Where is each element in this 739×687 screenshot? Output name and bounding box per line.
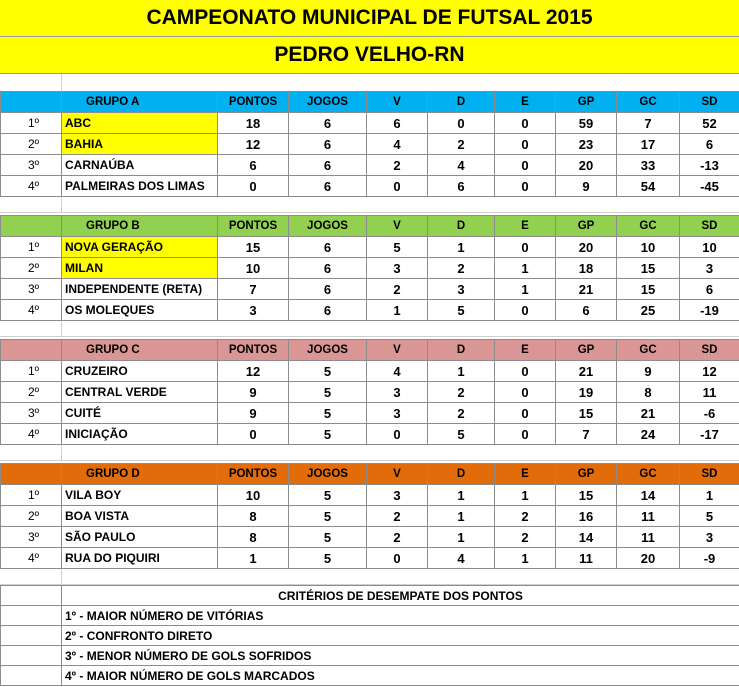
criteria-item: 3º - MENOR NÚMERO DE GOLS SOFRIDOS	[62, 646, 739, 666]
stat-cell: 15	[556, 403, 617, 424]
team-name-cell: CRUZEIRO	[62, 361, 218, 382]
stat-cell: 7	[218, 279, 289, 300]
stat-cell: 21	[556, 279, 617, 300]
table-row	[1, 382, 739, 403]
stat-cell: 18	[218, 113, 289, 134]
table-row	[1, 279, 739, 300]
table-row	[1, 113, 739, 134]
table-row	[1, 176, 739, 197]
stat-cell: -19	[680, 300, 739, 321]
stat-cell: 0	[495, 382, 556, 403]
page-subtitle: PEDRO VELHO-RN	[0, 37, 739, 74]
stat-cell: 3	[367, 258, 428, 279]
criteria-title-row	[1, 586, 739, 606]
stat-cell: 5	[289, 403, 367, 424]
group-table	[0, 339, 739, 445]
stat-cell: 0	[495, 155, 556, 176]
criteria-blank-cell	[1, 586, 62, 606]
stat-cell: 1	[367, 300, 428, 321]
stat-cell: 6	[289, 279, 367, 300]
column-header: E	[495, 340, 556, 361]
stat-cell: 6	[556, 300, 617, 321]
stat-cell: 0	[495, 113, 556, 134]
column-header: GP	[556, 340, 617, 361]
column-header: V	[367, 92, 428, 113]
stat-cell: 5	[289, 548, 367, 569]
column-header: V	[367, 340, 428, 361]
stat-cell: -9	[680, 548, 739, 569]
column-header: GC	[617, 340, 680, 361]
stat-cell: 17	[617, 134, 680, 155]
stat-cell: 0	[495, 176, 556, 197]
stat-cell: 4	[367, 361, 428, 382]
stat-cell: 2	[367, 527, 428, 548]
stat-cell: 18	[556, 258, 617, 279]
position-cell: 1º	[1, 485, 62, 506]
criteria-row	[1, 646, 739, 666]
table-row	[1, 548, 739, 569]
stat-cell: 14	[556, 527, 617, 548]
stat-cell: 5	[428, 424, 495, 445]
group-table	[0, 215, 739, 321]
stat-cell: 3	[680, 258, 739, 279]
spacer-row	[0, 319, 739, 337]
team-name-cell: NOVA GERAÇÃO	[62, 237, 218, 258]
group-header-row	[1, 340, 739, 361]
stat-cell: 0	[367, 424, 428, 445]
team-name-cell: INICIAÇÃO	[62, 424, 218, 445]
spacer-row	[0, 195, 739, 213]
stat-cell: 2	[495, 506, 556, 527]
stat-cell: 5	[289, 506, 367, 527]
stat-cell: 0	[218, 176, 289, 197]
criteria-item: 1º - MAIOR NÚMERO DE VITÓRIAS	[62, 606, 739, 626]
stat-cell: 3	[367, 382, 428, 403]
group-name-label: GRUPO C	[86, 344, 140, 356]
team-name-cell: PALMEIRAS DOS LIMAS	[62, 176, 218, 197]
stat-cell: 10	[617, 237, 680, 258]
column-header: GP	[556, 216, 617, 237]
stat-cell: 0	[495, 424, 556, 445]
stat-cell: 5	[428, 300, 495, 321]
stat-cell: 11	[617, 527, 680, 548]
stat-cell: 6	[428, 176, 495, 197]
stat-cell: 5	[289, 485, 367, 506]
criteria-row	[1, 606, 739, 626]
criteria-row	[1, 626, 739, 646]
stat-cell: 6	[289, 300, 367, 321]
stat-cell: 6	[289, 176, 367, 197]
criteria-blank-cell	[1, 606, 62, 626]
stat-cell: 5	[289, 382, 367, 403]
stat-cell: 8	[218, 506, 289, 527]
stat-cell: 3	[680, 527, 739, 548]
stat-cell: 10	[218, 485, 289, 506]
stat-cell: 20	[617, 548, 680, 569]
stat-cell: 10	[218, 258, 289, 279]
table-row	[1, 361, 739, 382]
column-header: D	[428, 92, 495, 113]
stat-cell: 1	[495, 258, 556, 279]
table-row	[1, 300, 739, 321]
table-row	[1, 403, 739, 424]
stat-cell: 8	[617, 382, 680, 403]
stat-cell: 2	[495, 527, 556, 548]
stat-cell: 12	[680, 361, 739, 382]
header-blank-cell	[1, 464, 62, 485]
header-blank-cell	[1, 340, 62, 361]
table-row	[1, 155, 739, 176]
column-header: V	[367, 216, 428, 237]
tiebreak-criteria-table	[0, 585, 739, 686]
stat-cell: 2	[367, 155, 428, 176]
group-name	[62, 340, 218, 361]
stat-cell: 11	[617, 506, 680, 527]
criteria-title: CRITÉRIOS DE DESEMPATE DOS PONTOS	[62, 586, 739, 606]
position-cell: 3º	[1, 155, 62, 176]
stat-cell: 1	[680, 485, 739, 506]
team-name-cell: ABC	[62, 113, 218, 134]
stat-cell: 9	[617, 361, 680, 382]
header-blank-cell	[1, 216, 62, 237]
criteria-blank-cell	[1, 666, 62, 686]
team-name-cell: RUA DO PIQUIRI	[62, 548, 218, 569]
spacer-row	[0, 567, 739, 585]
stat-cell: 7	[617, 113, 680, 134]
table-row	[1, 485, 739, 506]
stat-cell: 9	[556, 176, 617, 197]
team-name-cell: CUITÉ	[62, 403, 218, 424]
table-row	[1, 134, 739, 155]
table-row	[1, 237, 739, 258]
stat-cell: 5	[289, 527, 367, 548]
stat-cell: 9	[218, 382, 289, 403]
column-header: JOGOS	[289, 92, 367, 113]
stat-cell: 1	[428, 506, 495, 527]
table-row	[1, 527, 739, 548]
stat-cell: 0	[495, 361, 556, 382]
stat-cell: 19	[556, 382, 617, 403]
stat-cell: 2	[428, 403, 495, 424]
stat-cell: 9	[218, 403, 289, 424]
column-header: PONTOS	[218, 92, 289, 113]
group-header-row	[1, 92, 739, 113]
stat-cell: 14	[617, 485, 680, 506]
team-name-cell: VILA BOY	[62, 485, 218, 506]
stat-cell: 16	[556, 506, 617, 527]
position-cell: 2º	[1, 134, 62, 155]
stat-cell: 3	[367, 403, 428, 424]
position-cell: 4º	[1, 176, 62, 197]
column-header: D	[428, 340, 495, 361]
stat-cell: 25	[617, 300, 680, 321]
column-header: PONTOS	[218, 464, 289, 485]
team-name-cell: INDEPENDENTE (RETA)	[62, 279, 218, 300]
column-header: JOGOS	[289, 340, 367, 361]
column-header: JOGOS	[289, 464, 367, 485]
column-header: PONTOS	[218, 340, 289, 361]
stat-cell: 2	[367, 279, 428, 300]
column-header: D	[428, 216, 495, 237]
stat-cell: 1	[428, 527, 495, 548]
stat-cell: 3	[367, 485, 428, 506]
stat-cell: 1	[428, 237, 495, 258]
criteria-blank-cell	[1, 646, 62, 666]
position-cell: 3º	[1, 403, 62, 424]
stat-cell: 2	[428, 258, 495, 279]
stat-cell: 0	[367, 176, 428, 197]
position-cell: 4º	[1, 548, 62, 569]
criteria-item: 4º - MAIOR NÚMERO DE GOLS MARCADOS	[62, 666, 739, 686]
column-header: E	[495, 92, 556, 113]
stat-cell: 5	[289, 424, 367, 445]
team-name-cell: BAHIA	[62, 134, 218, 155]
stat-cell: 54	[617, 176, 680, 197]
column-header: GC	[617, 216, 680, 237]
group-table	[0, 463, 739, 569]
spacer-row	[0, 74, 739, 92]
stat-cell: 5	[680, 506, 739, 527]
stat-cell: 3	[428, 279, 495, 300]
column-header: PONTOS	[218, 216, 289, 237]
column-header: SD	[680, 464, 739, 485]
column-header: SD	[680, 92, 739, 113]
position-cell: 3º	[1, 527, 62, 548]
stat-cell: 3	[218, 300, 289, 321]
stat-cell: -13	[680, 155, 739, 176]
stat-cell: 21	[617, 403, 680, 424]
criteria-row	[1, 666, 739, 686]
stat-cell: 0	[495, 403, 556, 424]
stat-cell: 6	[289, 113, 367, 134]
stat-cell: 12	[218, 134, 289, 155]
column-header: GP	[556, 92, 617, 113]
stat-cell: 1	[428, 361, 495, 382]
stat-cell: 59	[556, 113, 617, 134]
group-name	[62, 92, 218, 113]
stat-cell: 1	[495, 279, 556, 300]
stat-cell: 33	[617, 155, 680, 176]
stat-cell: 4	[428, 155, 495, 176]
stat-cell: 6	[680, 134, 739, 155]
column-header: D	[428, 464, 495, 485]
column-header: GC	[617, 92, 680, 113]
stat-cell: 23	[556, 134, 617, 155]
position-cell: 1º	[1, 113, 62, 134]
stat-cell: 20	[556, 155, 617, 176]
team-name-cell: CENTRAL VERDE	[62, 382, 218, 403]
position-cell: 2º	[1, 258, 62, 279]
position-cell: 2º	[1, 506, 62, 527]
stat-cell: 6	[289, 134, 367, 155]
stat-cell: 4	[428, 548, 495, 569]
stat-cell: 2	[428, 134, 495, 155]
team-name-cell: BOA VISTA	[62, 506, 218, 527]
stat-cell: 0	[428, 113, 495, 134]
stat-cell: 0	[218, 424, 289, 445]
group-name-label: GRUPO A	[86, 96, 140, 108]
stat-cell: 0	[495, 134, 556, 155]
table-row	[1, 258, 739, 279]
column-header: JOGOS	[289, 216, 367, 237]
column-header: SD	[680, 216, 739, 237]
stat-cell: -17	[680, 424, 739, 445]
stat-cell: 2	[367, 506, 428, 527]
group-header-row	[1, 464, 739, 485]
criteria-item: 2º - CONFRONTO DIRETO	[62, 626, 739, 646]
stat-cell: 7	[556, 424, 617, 445]
column-header: GC	[617, 464, 680, 485]
stat-cell: 52	[680, 113, 739, 134]
position-cell: 4º	[1, 424, 62, 445]
table-row	[1, 424, 739, 445]
stat-cell: 2	[428, 382, 495, 403]
stat-cell: 20	[556, 237, 617, 258]
group-name-label: GRUPO D	[86, 468, 140, 480]
stat-cell: 15	[556, 485, 617, 506]
group-header-row	[1, 216, 739, 237]
stat-cell: 6	[289, 258, 367, 279]
stat-cell: 1	[495, 548, 556, 569]
position-cell: 1º	[1, 361, 62, 382]
group-name-label: GRUPO B	[86, 220, 140, 232]
column-header: E	[495, 216, 556, 237]
position-cell: 2º	[1, 382, 62, 403]
team-name-cell: MILAN	[62, 258, 218, 279]
stat-cell: 15	[218, 237, 289, 258]
stat-cell: 1	[428, 485, 495, 506]
criteria-blank-cell	[1, 626, 62, 646]
position-cell: 1º	[1, 237, 62, 258]
team-name-cell: SÃO PAULO	[62, 527, 218, 548]
column-header: E	[495, 464, 556, 485]
stat-cell: 1	[218, 548, 289, 569]
stat-cell: 8	[218, 527, 289, 548]
page-title: CAMPEONATO MUNICIPAL DE FUTSAL 2015	[0, 0, 739, 37]
column-header: GP	[556, 464, 617, 485]
stat-cell: 5	[289, 361, 367, 382]
stat-cell: 12	[218, 361, 289, 382]
stat-cell: 6	[289, 155, 367, 176]
stat-cell: 0	[495, 237, 556, 258]
group-table	[0, 91, 739, 197]
stat-cell: 6	[218, 155, 289, 176]
position-cell: 3º	[1, 279, 62, 300]
spacer-row	[0, 443, 739, 461]
stat-cell: 15	[617, 258, 680, 279]
stat-cell: -6	[680, 403, 739, 424]
stat-cell: 0	[495, 300, 556, 321]
table-row	[1, 506, 739, 527]
group-name	[62, 216, 218, 237]
stat-cell: 24	[617, 424, 680, 445]
stat-cell: 6	[680, 279, 739, 300]
stat-cell: 6	[289, 237, 367, 258]
column-header: SD	[680, 340, 739, 361]
stat-cell: 10	[680, 237, 739, 258]
team-name-cell: OS MOLEQUES	[62, 300, 218, 321]
stat-cell: 0	[367, 548, 428, 569]
stat-cell: 5	[367, 237, 428, 258]
stat-cell: -45	[680, 176, 739, 197]
stat-cell: 21	[556, 361, 617, 382]
team-name-cell: CARNAÚBA	[62, 155, 218, 176]
stat-cell: 15	[617, 279, 680, 300]
stat-cell: 11	[680, 382, 739, 403]
group-name	[62, 464, 218, 485]
stat-cell: 11	[556, 548, 617, 569]
stat-cell: 1	[495, 485, 556, 506]
column-header: V	[367, 464, 428, 485]
header-blank-cell	[1, 92, 62, 113]
position-cell: 4º	[1, 300, 62, 321]
stat-cell: 6	[367, 113, 428, 134]
stat-cell: 4	[367, 134, 428, 155]
